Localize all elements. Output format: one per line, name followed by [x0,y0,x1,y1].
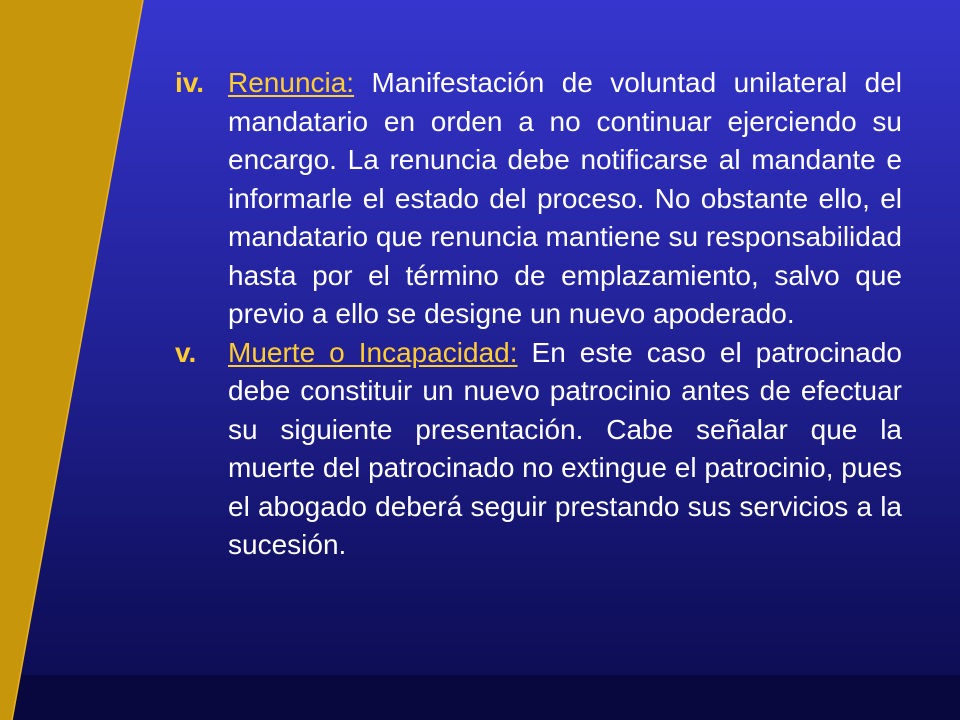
item-body [228,334,902,565]
item-marker: iv. [175,67,205,98]
gold-wedge-shape [0,0,143,720]
item-term: Muerte o Incapacidad: [228,336,518,368]
list-item-muerte-incapacidad [175,334,902,565]
item-term: Renuncia: [228,67,355,98]
slide-content [175,64,902,565]
item-body [228,64,902,334]
list-item-renuncia [175,64,902,334]
item-marker: v. [175,336,197,368]
item-description: Manifestación de voluntad unilateral del mandatario en orden a no continuar ejerciendo su encargo. La renuncia debe notificarse al mandante e informarle el estado del proceso. No obstante ello, el mandatario que renuncia mantiene su responsabilidad hasta por el término de emplazamiento, salvo que previo a ello se designe un nuevo apoderado. [228,67,902,329]
item-description: En este caso el patrocinado debe constituir un nuevo patrocinio antes de efectuar su siguiente presentación. Cabe señalar que la muerte del patrocinado no extingue el patrocinio, pues el abogado deberá seguir prestando sus servicios a la sucesión. [228,336,903,560]
